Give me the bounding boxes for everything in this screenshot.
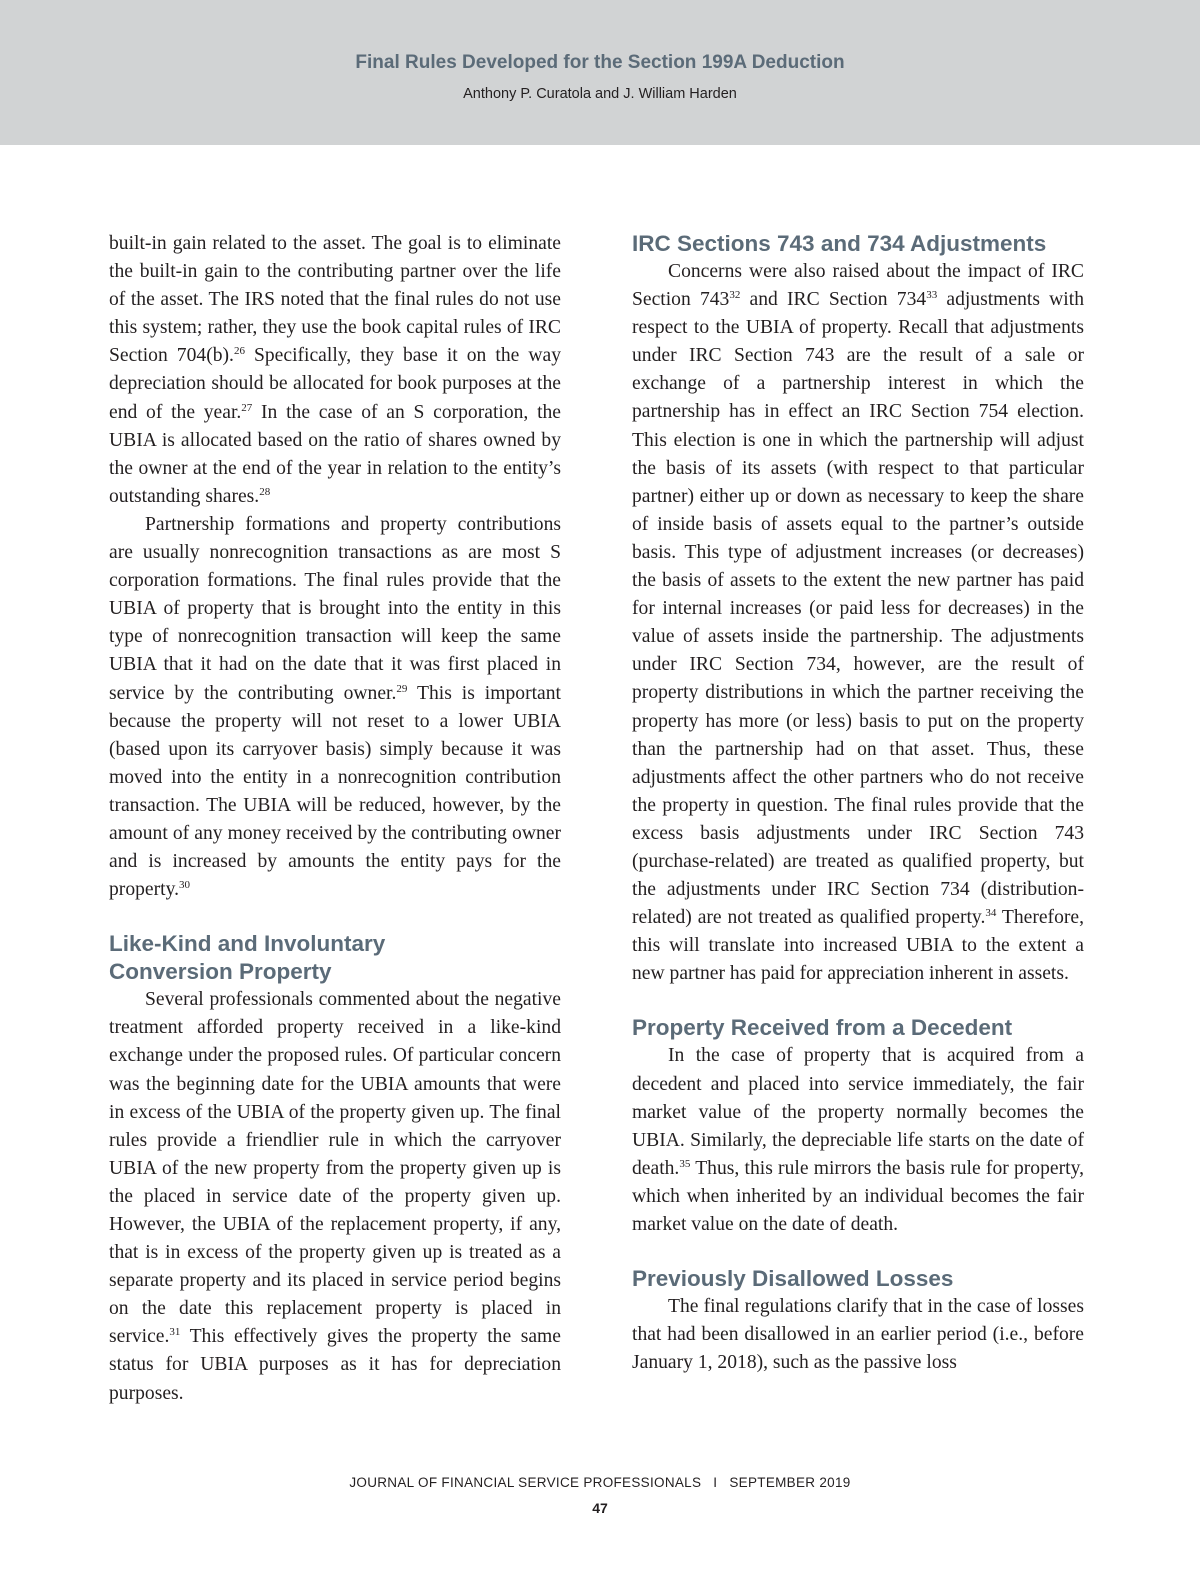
paragraph (632, 1293, 1084, 1377)
section-heading-decedent: Property Received from a Decedent (632, 1015, 1013, 1041)
text-run: Concerns were also raised about the impact of IRC Section 743 (632, 261, 1084, 311)
footnote-ref: 34 (985, 907, 997, 920)
section-heading-irc: IRC Sections 743 and 734 Adjustments (632, 231, 1047, 256)
text-run: This effectively gives the property the same status for UBIA purposes as it has for depreciation purposes. (109, 1326, 561, 1404)
text-run: adjustments with respect to the UBIA of property. Recall that adjustments under IRC Section 743 are the result of a sale or exchange of a partnership interest in which the partnership has in effect an IRC Section 754 election. This election is one in which the partnership will adjust the basis of its assets (with respect to that particular partner) either up or down as necessary to keep the share of inside basis of assets equal to the partner’s outside basis. This type of adjustment increases (or decreases) the basis of assets to the extent the new partner has paid for internal increases (or paid less for decreases) in the value of assets inside the partnership. The adjustments under IRC Section 734, however, are the result of property distributions in which the partner receiving the property has more (or less) basis to put on the property than the partnership had on that asset. Thus, these adjustments affect the other partners who do not receive the property in question. The final rules provide that the excess basis adjustments under IRC Section 743 (purchase-related) are treated as qualified property, but the adjustments under IRC Section 734 (distribution-related) are not treated as qualified property. (632, 289, 1084, 929)
footnote-ref: 35 (679, 1157, 691, 1170)
footnote-ref: 33 (926, 289, 938, 302)
section-heading-like-kind: Like-Kind and Involuntary Conversion Property (109, 931, 386, 985)
footnote-ref: 26 (233, 345, 245, 358)
paragraph (109, 511, 561, 904)
footnote-ref: 31 (169, 1326, 181, 1339)
article-title: Final Rules Developed for the Section 199A Deduction (355, 52, 845, 73)
journal-name: JOURNAL OF FINANCIAL SERVICE PROFESSIONALS (349, 1475, 702, 1490)
text-run: Several professionals commented about the negative treatment afforded property received in a like-kind exchange under the proposed rules. Of particular concern was the beginning date for the UBIA amounts that were in excess of the UBIA of the property given up. The final rules provide a friendlier rule in which the carryover UBIA of the new property from the property given up is the placed in service date of the property given up. However, the UBIA of the replacement property, if any, that is in excess of the property given up is treated as a separate property and its placed in service period begins on the date this replacement property is placed in service. (109, 989, 561, 1348)
paragraph (109, 986, 561, 1407)
page-header (0, 0, 1200, 145)
text-run: Partnership formations and property contributions are usually nonrecognition transactions as are most S corporation formations. The final rules provide that the UBIA of property that is brought into the entity in this type of nonrecognition transaction will keep the same UBIA that it had on the date that it was first placed in service by the contributing owner. (109, 513, 561, 704)
text-run: In the case of property that is acquired from a decedent and placed into service immediately, the fair market value of the property normally becomes the UBIA. Similarly, the depreciable life starts on the date of death. (632, 1045, 1084, 1179)
paragraph (632, 258, 1084, 988)
right-column (632, 230, 1084, 1377)
footnote-ref: 28 (259, 485, 271, 498)
footnote-ref: 32 (729, 289, 741, 302)
text-run: Thus, this rule mirrors the basis rule for property, which when inherited by an individual becomes the fair market value on the date of death. (632, 1157, 1084, 1235)
paragraph (632, 1042, 1084, 1239)
paragraph (109, 230, 561, 511)
page-number: 47 (592, 1500, 608, 1516)
text-run: Therefore, this will translate into increased UBIA to the extent a new partner has paid for appreciation inherent in assets. (632, 907, 1084, 985)
section-heading-losses: Previously Disallowed Losses (632, 1266, 954, 1292)
footnote-ref: 30 (179, 879, 191, 892)
text-run: This is important because the property will not reset to a lower UBIA (based upon its carryover basis) simply because it was moved into the entity in a nonrecognition contribution transaction. The UBIA will be reduced, however, by the amount of any money received by the contributing owner and is increased by amounts the entity pays for the property. (109, 682, 561, 901)
issue-date: SEPTEMBER 2019 (729, 1475, 851, 1490)
left-column (109, 230, 561, 1408)
text-run: and IRC Section 734 (740, 289, 927, 311)
text-run: The final regulations clarify that in the case of losses that had been disallowed in an earlier period (i.e., before January 1, 2018), such as the passive loss (632, 1296, 1084, 1374)
text-run: Specifically, they base it on the way depreciation should be allocated for book purposes at the end of the year. (109, 345, 561, 423)
footnote-ref: 27 (241, 401, 253, 414)
article-authors: Anthony P. Curatola and J. William Harden (463, 86, 737, 102)
footer-separator: I (713, 1475, 718, 1490)
text-run: built-in gain related to the asset. The goal is to eliminate the built-in gain to the contributing partner over the life of the asset. The IRS noted that the final rules do not use this system; rather, they use the book capital rules of IRC Section 704(b). (109, 233, 561, 367)
footnote-ref: 29 (396, 682, 408, 695)
footer-journal-line (0, 1475, 1200, 1490)
text-run: In the case of an S corporation, the UBIA is allocated based on the ratio of shares owned by the owner at the end of the year in relation to the entity’s outstanding shares. (109, 401, 562, 507)
